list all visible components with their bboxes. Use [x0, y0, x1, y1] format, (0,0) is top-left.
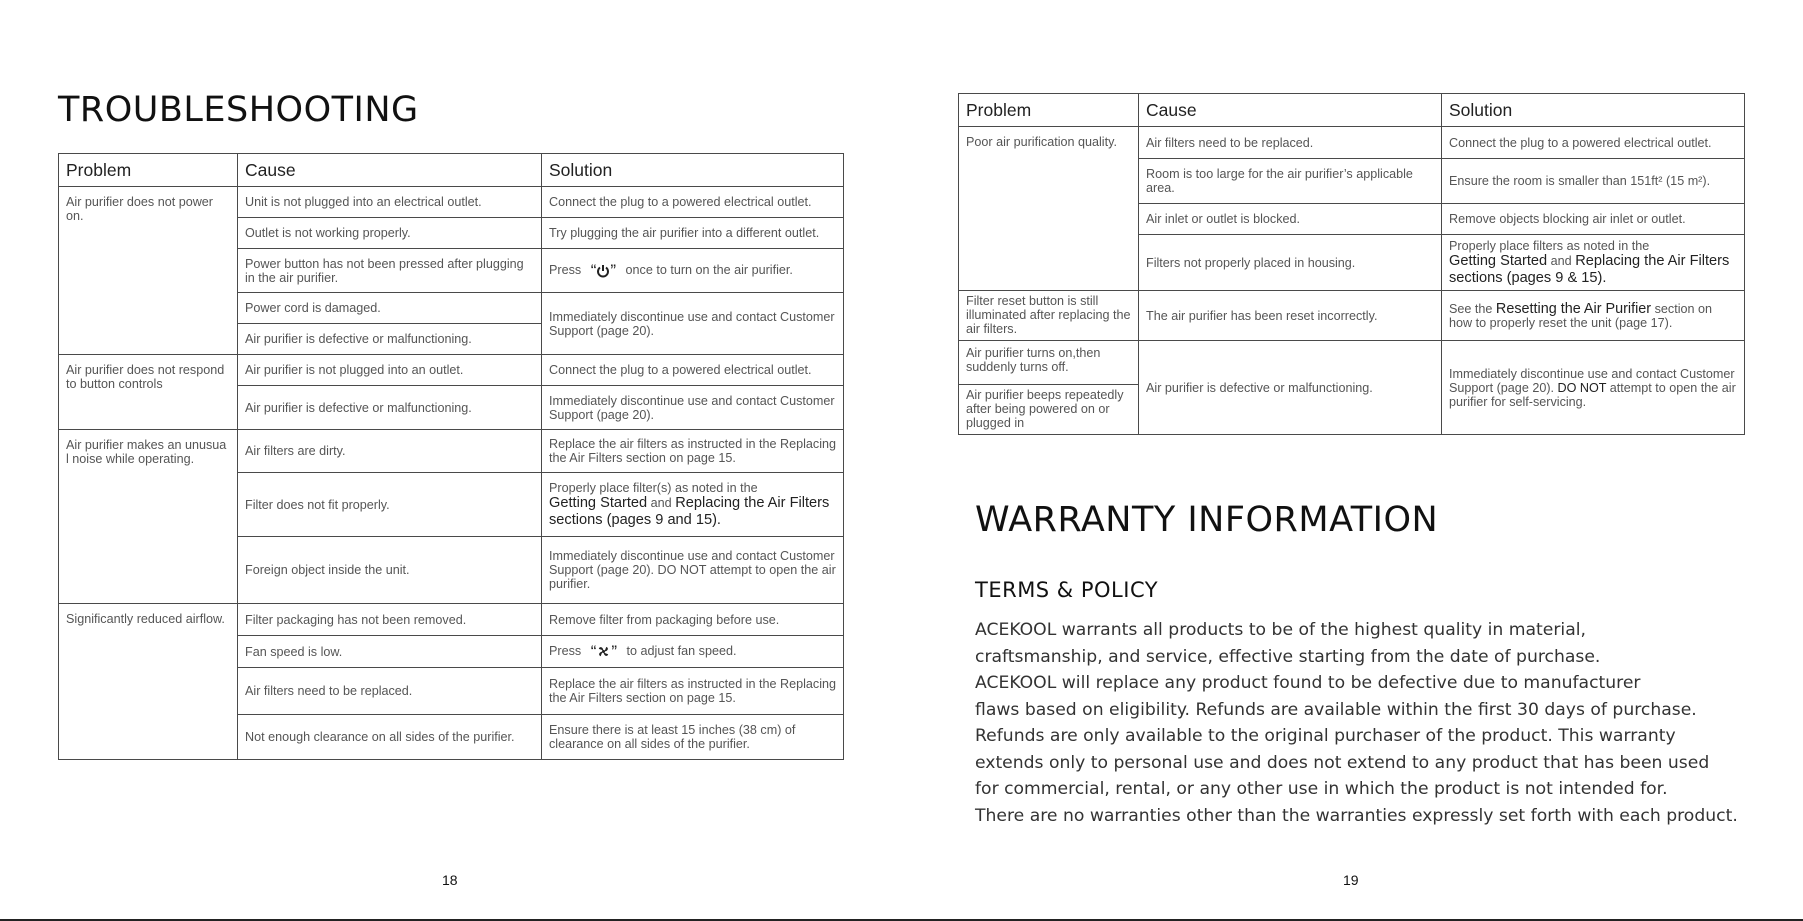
replacing-filters-ref: Replacing the Air Filters sections (pages 9 and 15).	[549, 494, 830, 528]
header-cause: Cause	[1139, 94, 1442, 127]
solution-cell: Immediately discontinue use and contact Customer Support (page 20). DO NOT attempt to open the air purifier.	[542, 537, 844, 604]
page-number: 19	[1343, 872, 1359, 888]
cause-cell: Power cord is damaged.	[238, 293, 542, 324]
solution-text: section on how to properly reset the unit (page 17).	[1449, 301, 1713, 330]
solution-cell	[542, 636, 844, 668]
header-solution: Solution	[1442, 94, 1745, 127]
table-row	[59, 430, 844, 473]
solution-cell	[1442, 341, 1745, 435]
problem-cell: Poor air purification quality.	[959, 127, 1139, 291]
problem-cell: Air purifier makes an unusua l noise while operating.	[59, 430, 238, 604]
solution-text: Press	[549, 263, 582, 278]
solution-cell: Ensure the room is smaller than 151ft² (15 m²).	[1442, 159, 1745, 204]
header-problem: Problem	[59, 154, 238, 187]
warranty-line: ACEKOOL will replace any product found to be defective due to manufacturer	[975, 673, 1641, 693]
problem-cell: Significantly reduced airflow.	[59, 604, 238, 760]
cause-cell: Air filters are dirty.	[238, 430, 542, 473]
getting-started-ref: Getting Started	[1449, 252, 1548, 269]
warranty-line: Refunds are only available to the original purchaser of the product. This warranty	[975, 726, 1676, 746]
troubleshooting-title: TROUBLESHOOTING	[58, 90, 419, 130]
page-number: 18	[442, 872, 458, 888]
resetting-ref: Resetting the Air Purifier	[1495, 300, 1652, 317]
table-header-row	[59, 154, 844, 187]
cause-cell: Not enough clearance on all sides of the purifier.	[238, 715, 542, 760]
troubleshooting-table	[58, 153, 844, 760]
solution-cell: Remove objects blocking air inlet or outlet.	[1442, 204, 1745, 235]
header-solution: Solution	[542, 154, 844, 187]
warranty-body	[975, 617, 1738, 829]
table-row	[959, 341, 1745, 385]
fan-icon: “ ”	[590, 642, 618, 662]
solution-cell: Replace the air filters as instructed in the Replacing the Air Filters section on page 15.	[542, 668, 844, 715]
cause-cell: Room is too large for the air purifier’s applicable area.	[1139, 159, 1442, 204]
problem-cell: Air purifier beeps repeatedly after being powered on or plugged in	[959, 385, 1139, 435]
solution-text: once to turn on the air purifier.	[625, 263, 793, 278]
cause-cell: Filter does not fit properly.	[238, 473, 542, 537]
troubleshooting-table-continued	[958, 93, 1745, 435]
warranty-title: WARRANTY INFORMATION	[975, 500, 1439, 540]
getting-started-ref: Getting Started	[549, 494, 648, 511]
cause-cell: Air purifier is defective or malfunctioning.	[238, 324, 542, 355]
solution-text: Properly place filter(s) as noted in the	[549, 480, 758, 495]
cause-cell: Filters not properly placed in housing.	[1139, 235, 1442, 291]
cause-cell: Air filters need to be replaced.	[238, 668, 542, 715]
warranty-line: for commercial, rental, or any other use in which the product is not intended for.	[975, 779, 1668, 799]
solution-text: See the	[1449, 301, 1493, 316]
cause-cell: Foreign object inside the unit.	[238, 537, 542, 604]
solution-cell	[542, 249, 844, 293]
table-row	[959, 127, 1745, 159]
solution-text: and	[1550, 253, 1572, 268]
warranty-line: flaws based on eligibility. Refunds are available within the first 30 days of purchase.	[975, 699, 1697, 720]
header-cause: Cause	[238, 154, 542, 187]
cause-cell: Filter packaging has not been removed.	[238, 604, 542, 636]
solution-cell: Try plugging the air purifier into a different outlet.	[542, 218, 844, 249]
solution-cell: Replace the air filters as instructed in the Replacing the Air Filters section on page 15.	[542, 430, 844, 473]
solution-cell	[1442, 291, 1745, 341]
solution-text: Press	[549, 643, 582, 658]
table-row	[59, 187, 844, 218]
solution-cell: Connect the plug to a powered electrical outlet.	[542, 187, 844, 218]
cause-cell: Air purifier is defective or malfunctioning.	[1139, 341, 1442, 435]
solution-cell: Connect the plug to a powered electrical outlet.	[542, 355, 844, 386]
solution-cell: Connect the plug to a powered electrical outlet.	[1442, 127, 1745, 159]
solution-cell: Immediately discontinue use and contact Customer Support (page 20).	[542, 386, 844, 430]
cause-cell: Outlet is not working properly.	[238, 218, 542, 249]
cause-cell: Air purifier is not plugged into an outlet.	[238, 355, 542, 386]
warranty-line: There are no warranties other than the warranties expressly set forth with each product.	[975, 805, 1738, 826]
cause-cell: Air purifier is defective or malfunctioning.	[238, 386, 542, 430]
problem-cell: Air purifier does not respond to button controls	[59, 355, 238, 430]
cause-cell: Fan speed is low.	[238, 636, 542, 668]
cause-cell: Power button has not been pressed after plugging in the air purifier.	[238, 249, 542, 293]
solution-text: Properly place filters as noted in the	[1449, 238, 1650, 253]
warranty-line: craftsmanship, and service, effective starting from the date of purchase.	[975, 646, 1601, 667]
solution-cell: Ensure there is at least 15 inches (38 cm) of clearance on all sides of the purifier.	[542, 715, 844, 760]
cause-cell: The air purifier has been reset incorrectly.	[1139, 291, 1442, 341]
solution-cell: Remove filter from packaging before use.	[542, 604, 844, 636]
table-row	[959, 291, 1745, 341]
solution-text: and	[650, 495, 672, 510]
table-row	[59, 604, 844, 636]
warranty-line: ACEKOOL warrants all products to be of the highest quality in material,	[975, 620, 1586, 640]
cause-cell: Air inlet or outlet is blocked.	[1139, 204, 1442, 235]
warranty-line: extends only to personal use and does not extend to any product that has been used	[975, 752, 1710, 773]
solution-text: Immediately discontinue use and contact Customer Support (page 20).	[1449, 366, 1735, 395]
solution-cell	[1442, 235, 1745, 291]
do-not-warning: DO NOT	[1557, 380, 1607, 395]
power-icon: “ ”	[590, 260, 617, 280]
cause-cell: Air filters need to be replaced.	[1139, 127, 1442, 159]
solution-cell	[542, 473, 844, 537]
table-header-row	[959, 94, 1745, 127]
solution-cell: Immediately discontinue use and contact Customer Support (page 20).	[542, 293, 844, 355]
table-row	[59, 355, 844, 386]
problem-cell: Filter reset button is still illuminated after replacing the air filters.	[959, 291, 1139, 341]
terms-policy-subtitle: TERMS & POLICY	[975, 578, 1159, 602]
problem-cell: Air purifier does not power on.	[59, 187, 238, 355]
solution-text: attempt to open the air purifier for self-servicing.	[1449, 380, 1736, 409]
problem-cell: Air purifier turns on,then suddenly turns off.	[959, 341, 1139, 385]
solution-text: to adjust fan speed.	[626, 643, 737, 658]
header-problem: Problem	[959, 94, 1139, 127]
cause-cell: Unit is not plugged into an electrical outlet.	[238, 187, 542, 218]
replacing-filters-ref: Replacing the Air Filters sections (pages 9 & 15).	[1449, 252, 1730, 286]
